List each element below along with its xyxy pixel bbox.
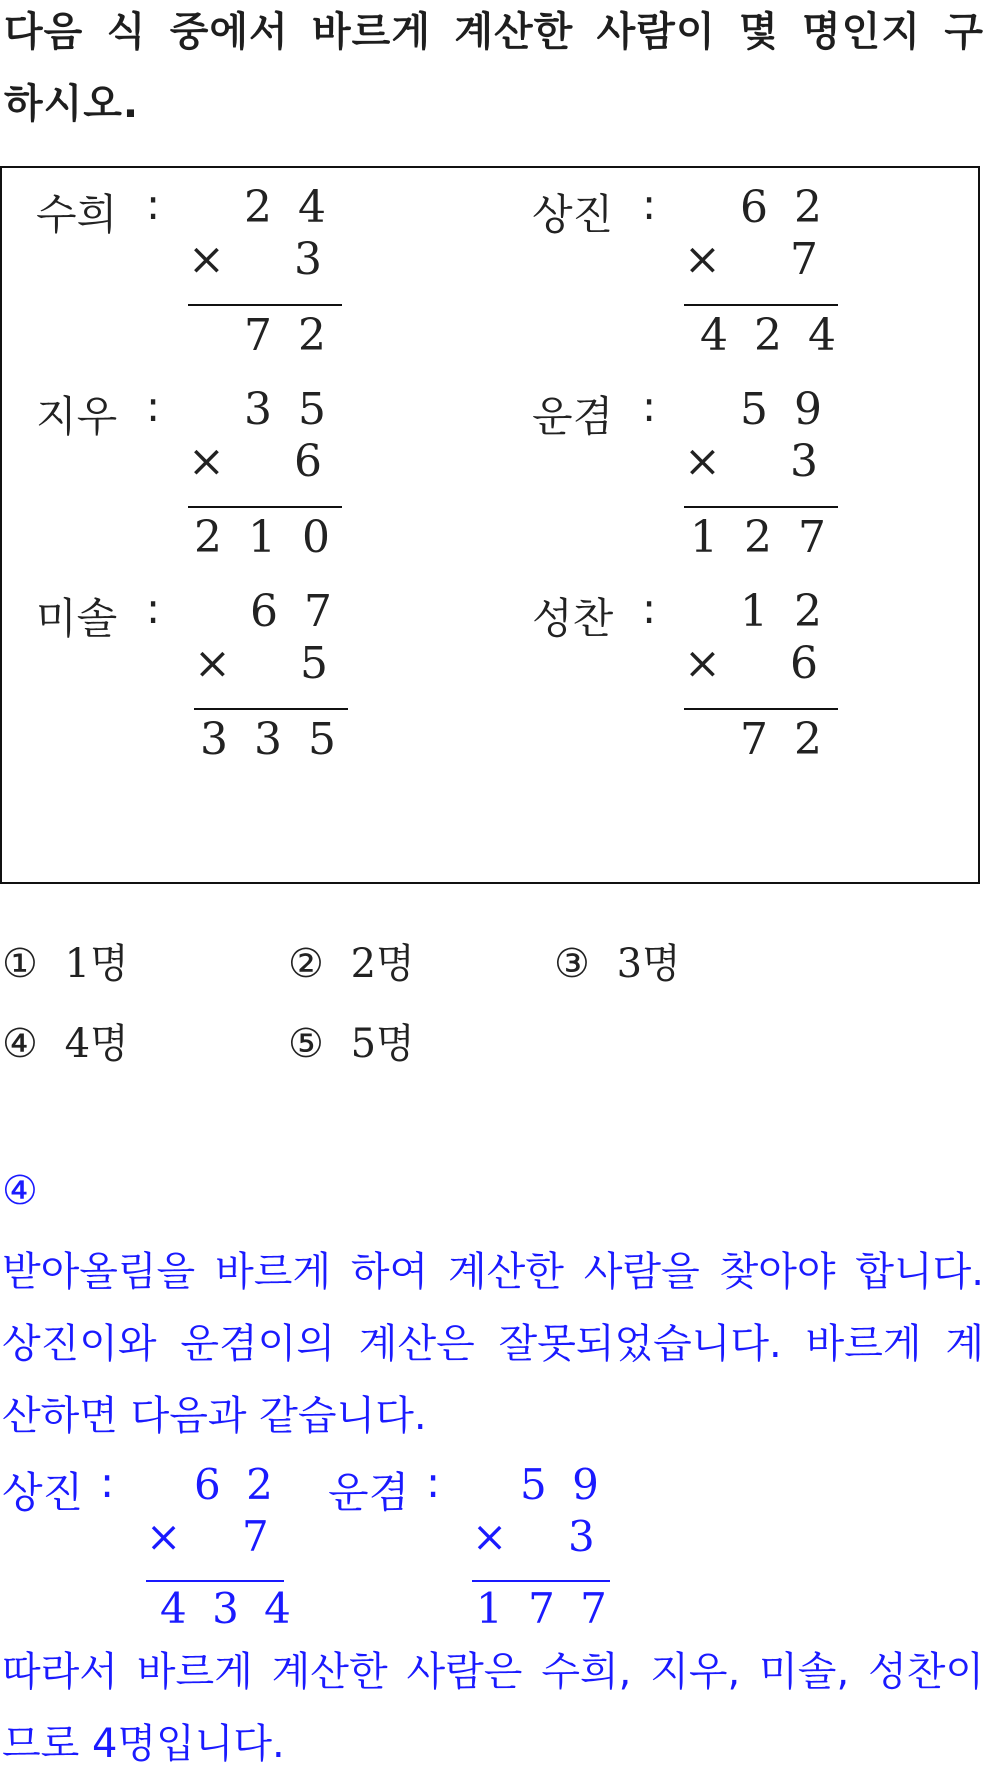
calc-multiplicand: 2 4 [244,182,332,233]
calc-multiplicand: 6 2 [194,1460,279,1509]
calc-name: 상진 [532,190,614,239]
calc-multiplicand: 3 5 [244,384,332,435]
calc-multiplier: 6 [294,436,328,487]
times-sign: × [188,436,225,487]
choice-marker: ① [2,941,38,987]
calc-multiplicand: 5 9 [740,384,828,435]
choice-marker: ② [288,941,324,987]
calc-multiplier: 3 [568,1512,601,1561]
choice-marker: ③ [554,941,590,987]
times-sign: × [684,436,721,487]
explanation-line-3: 산하면 다음과 같습니다. [2,1393,427,1439]
calc-multiplier: 7 [242,1512,275,1561]
choice-text: 5명 [350,1021,415,1067]
calc-colon: : [146,584,161,633]
times-sign: × [194,638,231,689]
calc-name: 지우 [36,392,118,441]
explanation-line-1: 받아올림을 바르게 하여 계산한 사람을 찾아야 합니다. [2,1249,984,1295]
calc-rule [188,304,342,306]
times-sign: × [684,638,721,689]
calc-multiplier: 5 [300,638,334,689]
calc-colon: : [426,1458,441,1507]
choice-text: 4명 [64,1021,129,1067]
calc-name: 상진 [2,1468,84,1517]
calc-name: 성찬 [532,594,614,643]
calc-name: 운겸 [328,1468,410,1517]
question-line-2: 하시오. [4,81,140,127]
choice-5[interactable] [288,1012,415,1069]
calc-result: 1 7 7 [476,1584,613,1633]
calc-colon: : [100,1458,115,1507]
choice-2[interactable] [288,932,415,989]
calc-name: 미솔 [36,594,118,643]
calc-result: 7 2 [740,714,828,765]
times-sign: × [684,234,721,285]
choice-1[interactable] [2,932,129,989]
explanation-line-2: 상진이와 운겸이의 계산은 잘못되었습니다. 바르게 계 [2,1321,984,1367]
calc-name: 수희 [36,190,118,239]
calc-rule [684,506,838,508]
calc-multiplier: 3 [790,436,824,487]
calc-result: 2 1 0 [194,512,336,563]
calc-multiplier: 6 [790,638,824,689]
times-sign: × [472,1512,508,1561]
calc-rule [194,708,348,710]
calc-multiplier: 7 [790,234,824,285]
choice-text: 3명 [616,941,681,987]
explanation-line-5: 므로 4명입니다. [2,1721,285,1767]
calc-multiplicand: 5 9 [520,1460,605,1509]
calc-colon: : [146,382,161,431]
calc-colon: : [642,180,657,229]
calc-multiplicand: 6 7 [250,586,338,637]
choice-3[interactable] [554,932,681,989]
calc-result: 7 2 [244,310,332,361]
question-line-1: 다음 식 중에서 바르게 계산한 사람이 몇 명인지 구 [4,9,984,55]
calc-multiplier: 3 [294,234,328,285]
choice-text: 1명 [64,941,129,987]
choice-marker: ⑤ [288,1021,324,1067]
times-sign: × [146,1512,182,1561]
calc-rule [146,1580,284,1582]
calc-colon: : [642,584,657,633]
times-sign: × [188,234,225,285]
calc-result: 4 2 4 [700,310,842,361]
calc-colon: : [642,382,657,431]
calc-result: 3 3 5 [200,714,342,765]
calc-result: 1 2 7 [690,512,832,563]
calc-multiplicand: 1 2 [740,586,828,637]
choice-text: 2명 [350,941,415,987]
explanation-line-4: 따라서 바르게 계산한 사람은 수희, 지우, 미솔, 성찬이 [2,1649,984,1695]
calc-multiplicand: 6 2 [740,182,828,233]
calc-result: 4 3 4 [160,1584,297,1633]
calc-colon: : [146,180,161,229]
choice-marker: ④ [2,1021,38,1067]
calc-rule [684,304,838,306]
calc-rule [684,708,838,710]
choice-4[interactable] [2,1012,129,1069]
answer-marker: ④ [2,1168,38,1214]
calc-name: 운겸 [532,392,614,441]
calc-rule [472,1580,610,1582]
calc-rule [188,506,342,508]
problem-box [0,166,980,884]
